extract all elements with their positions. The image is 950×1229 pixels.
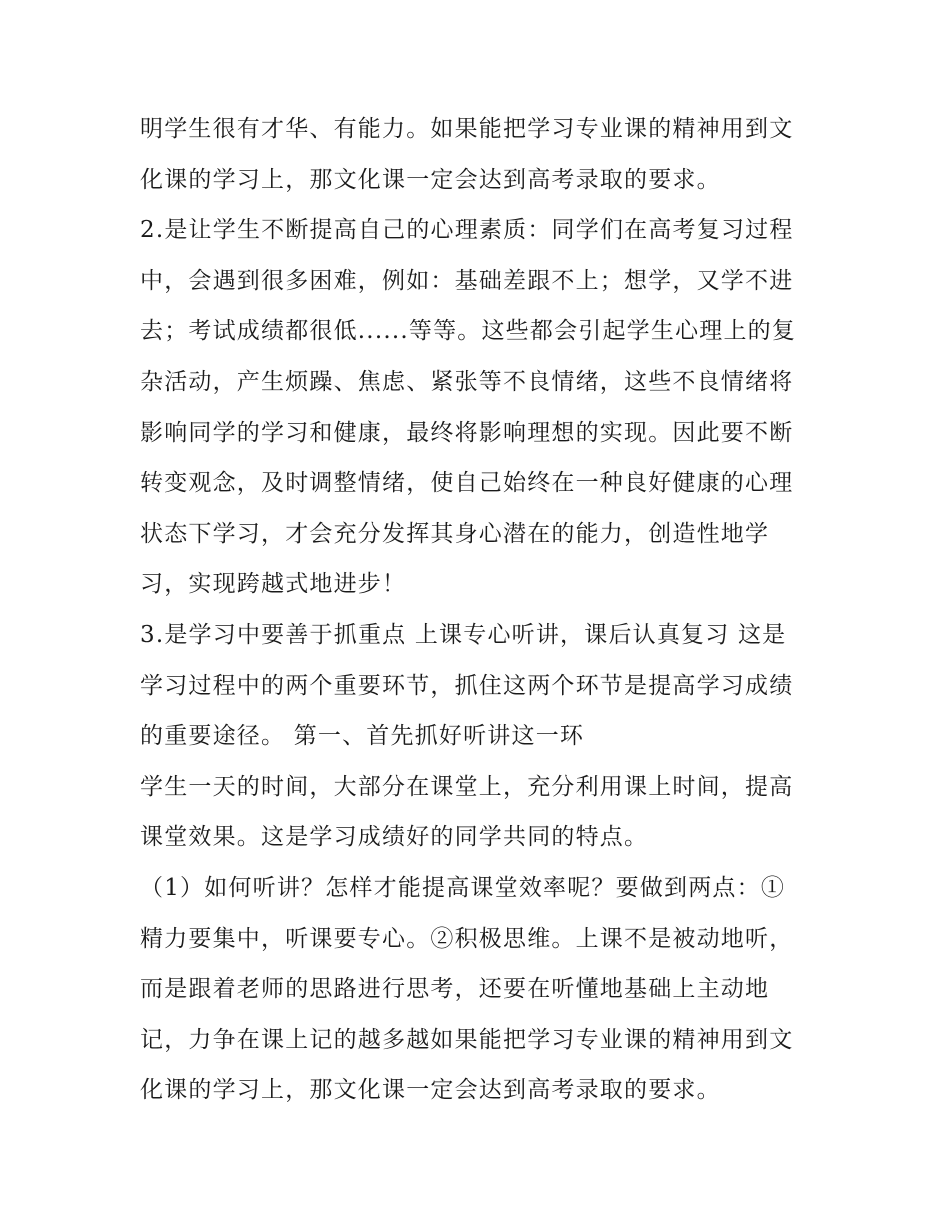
text-line: 学生一天的时间，大部分在课堂上，充分利用课上时间，提高	[140, 773, 794, 800]
document-body	[140, 104, 820, 1116]
text-line: 去；考试成绩都很低......等等。这些都会引起学生心理上的复	[140, 318, 797, 345]
text-line: 课堂效果。这是学习成绩好的同学共同的特点。	[140, 824, 649, 851]
text-line: 2.是让学生不断提高自己的心理素质：同学们在高考复习过程	[140, 217, 794, 244]
text-line: 精力要集中，听课要专心。②积极思维。上课不是被动地听，	[140, 925, 794, 952]
text-line: 杂活动，产生烦躁、焦虑、紧张等不良情绪，这些不良情绪将	[140, 368, 794, 395]
text-line: 转变观念，及时调整情绪，使自己始终在一种良好健康的心理	[140, 470, 794, 497]
text-line: 的重要途径。 第一、首先抓好听讲这一环	[140, 723, 585, 750]
text-line: 状态下学习，才会充分发挥其身心潜在的能力，创造性地学	[140, 520, 770, 547]
text-line: 3.是学习中要善于抓重点 上课专心听讲，课后认真复习 这是	[140, 621, 787, 648]
text-line: 明学生很有才华、有能力。如果能把学习专业课的精神用到文	[140, 116, 794, 142]
text-line: 习，实现跨越式地进步！	[140, 571, 407, 598]
text-line: 影响同学的学习和健康，最终将影响理想的实现。因此要不断	[140, 419, 794, 446]
text-line: （1）如何听讲？怎样才能提高课堂效率呢？要做到两点：①	[140, 874, 786, 901]
text-line: 化课的学习上，那文化课一定会达到高考录取的要求。	[140, 166, 721, 193]
text-line: 中，会遇到很多困难，例如：基础差跟不上；想学，又学不进	[140, 267, 794, 294]
text-line: 学习过程中的两个重要环节，抓住这两个环节是提高学习成绩	[140, 672, 794, 699]
text-line: 而是跟着老师的思路进行思考，还要在听懂地基础上主动地	[140, 976, 770, 1003]
text-line: 化课的学习上，那文化课一定会达到高考录取的要求。	[140, 1077, 721, 1104]
text-line: 记，力争在课上记的越多越如果能把学习专业课的精神用到文	[140, 1026, 794, 1053]
